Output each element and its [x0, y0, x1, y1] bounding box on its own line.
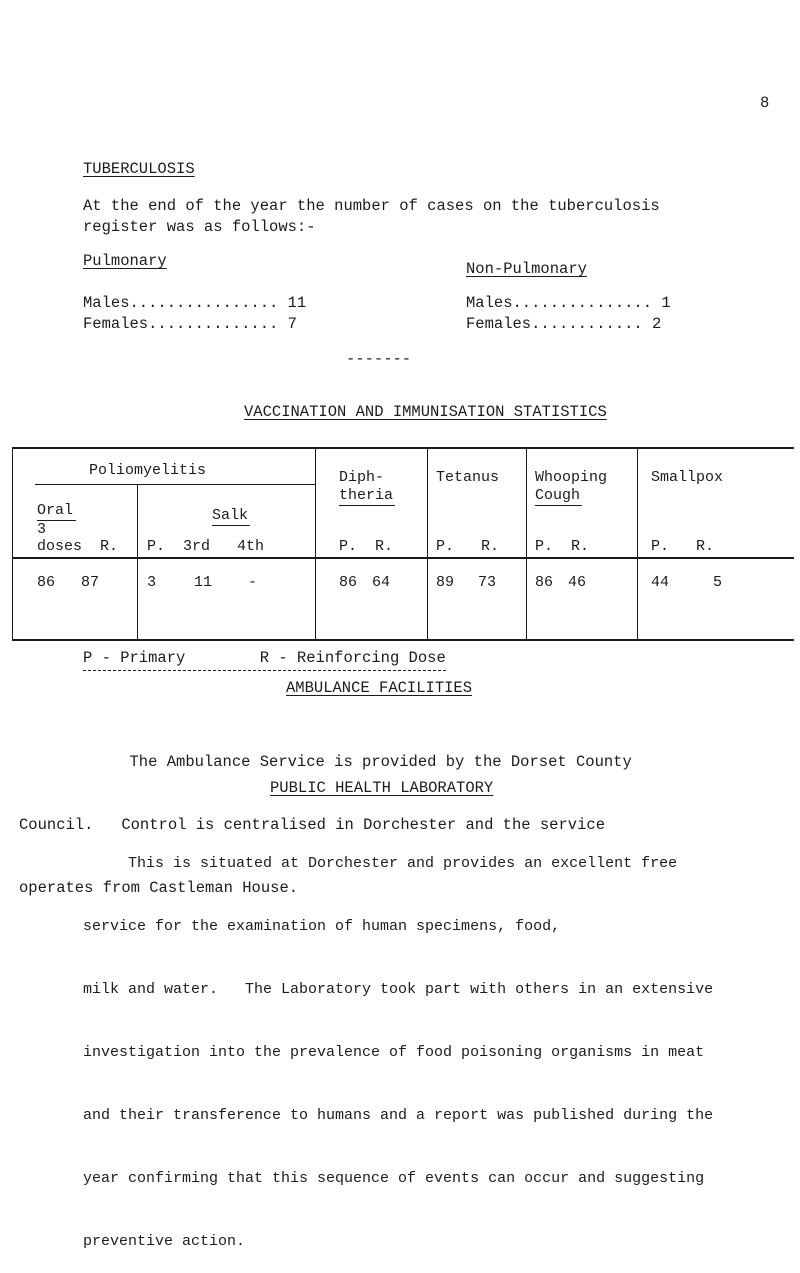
value-smallpox-reinforcing: 5	[713, 574, 723, 591]
header-oral-three: 3	[37, 521, 47, 538]
header-smallpox-sub: P. R.	[651, 538, 715, 555]
laboratory-line-1: This is situated at Dorchester and provides an excellent free	[83, 855, 678, 872]
col-divider-salk-diph	[315, 447, 316, 641]
value-smallpox-primary: 44	[651, 574, 670, 591]
value-tetanus-primary: 89	[436, 574, 455, 591]
salk-underline	[212, 525, 250, 526]
table-top-border	[12, 447, 794, 449]
header-smallpox: Smallpox	[651, 469, 724, 486]
table-legend: P - Primary R - Reinforcing Dose	[83, 651, 446, 671]
value-oral-reinforcing: 87	[81, 574, 100, 591]
table-left-border	[12, 447, 13, 641]
pulmonary-males: Males................ 11	[83, 294, 307, 312]
value-salk-4th: -	[248, 574, 258, 591]
laboratory-line-2: service for the examination of human specimens, food,	[83, 918, 561, 935]
non-pulmonary-males: Males............... 1	[466, 294, 671, 312]
tuberculosis-intro-line1: At the end of the year the number of cases on the tuberculosis	[83, 197, 660, 215]
ambulance-heading: AMBULANCE FACILITIES	[286, 679, 473, 697]
tuberculosis-heading: TUBERCULOSIS	[83, 160, 195, 178]
value-whooping-primary: 86	[535, 574, 554, 591]
table-bottom-border	[12, 639, 794, 641]
laboratory-line-5: and their transference to humans and a report was published during the	[83, 1107, 714, 1124]
ambulance-line-1: The Ambulance Service is provided by the Dorset County	[83, 753, 632, 771]
header-oral: Oral	[37, 502, 74, 519]
value-oral-primary: 86	[37, 574, 56, 591]
ambulance-line-3: operates from Castleman House.	[19, 879, 299, 897]
pulmonary-heading: Pulmonary	[83, 252, 167, 270]
header-whooping-1: Whooping	[535, 469, 608, 486]
header-whooping-2: Cough	[535, 487, 581, 504]
laboratory-paragraph	[83, 811, 773, 1273]
whooping-underline	[535, 505, 582, 506]
col-divider-tetanus-whoop	[526, 447, 527, 641]
value-whooping-reinforcing: 46	[568, 574, 587, 591]
table-header-divider	[12, 557, 794, 559]
header-salk-sub: P. 3rd 4th	[147, 538, 265, 555]
header-whooping-sub: P. R.	[535, 538, 590, 555]
polio-subheader-divider	[35, 484, 315, 485]
header-tetanus: Tetanus	[436, 469, 500, 486]
pulmonary-females: Females.............. 7	[83, 315, 297, 333]
page-number: 8	[760, 94, 770, 112]
col-divider-diph-tetanus	[427, 447, 428, 641]
header-diph-sub: P. R.	[339, 538, 394, 555]
header-poliomyelitis: Poliomyelitis	[89, 462, 207, 479]
header-salk: Salk	[212, 507, 249, 524]
laboratory-line-6: year confirming that this sequence of events can occur and suggesting	[83, 1170, 705, 1187]
col-divider-whoop-smallpox	[637, 447, 638, 641]
non-pulmonary-heading: Non-Pulmonary	[466, 260, 587, 278]
section-separator: -------	[346, 350, 412, 368]
laboratory-line-3: milk and water. The Laboratory took part with others in an extensive	[83, 981, 714, 998]
header-diph-1: Diph-	[339, 469, 385, 486]
laboratory-heading: PUBLIC HEALTH LABORATORY	[270, 779, 494, 797]
laboratory-line-7: preventive action.	[83, 1233, 246, 1250]
non-pulmonary-females: Females............ 2	[466, 315, 662, 333]
col-divider-oral-salk	[137, 484, 138, 641]
tuberculosis-intro-line2: register was as follows:-	[83, 218, 316, 236]
value-diph-reinforcing: 64	[372, 574, 391, 591]
header-tetanus-sub: P. R.	[436, 538, 500, 555]
value-salk-primary: 3	[147, 574, 157, 591]
value-salk-3rd: 11	[194, 574, 213, 591]
diph-underline	[339, 505, 395, 506]
value-tetanus-reinforcing: 73	[478, 574, 497, 591]
laboratory-line-4: investigation into the prevalence of food poisoning organisms in meat	[83, 1044, 705, 1061]
vaccination-heading: VACCINATION AND IMMUNISATION STATISTICS	[244, 403, 607, 421]
header-oral-doses: doses R.	[37, 538, 119, 555]
value-diph-primary: 86	[339, 574, 358, 591]
ambulance-line-2: Council. Control is centralised in Dorchester and the service	[19, 816, 605, 834]
header-diph-2: theria	[339, 487, 394, 504]
